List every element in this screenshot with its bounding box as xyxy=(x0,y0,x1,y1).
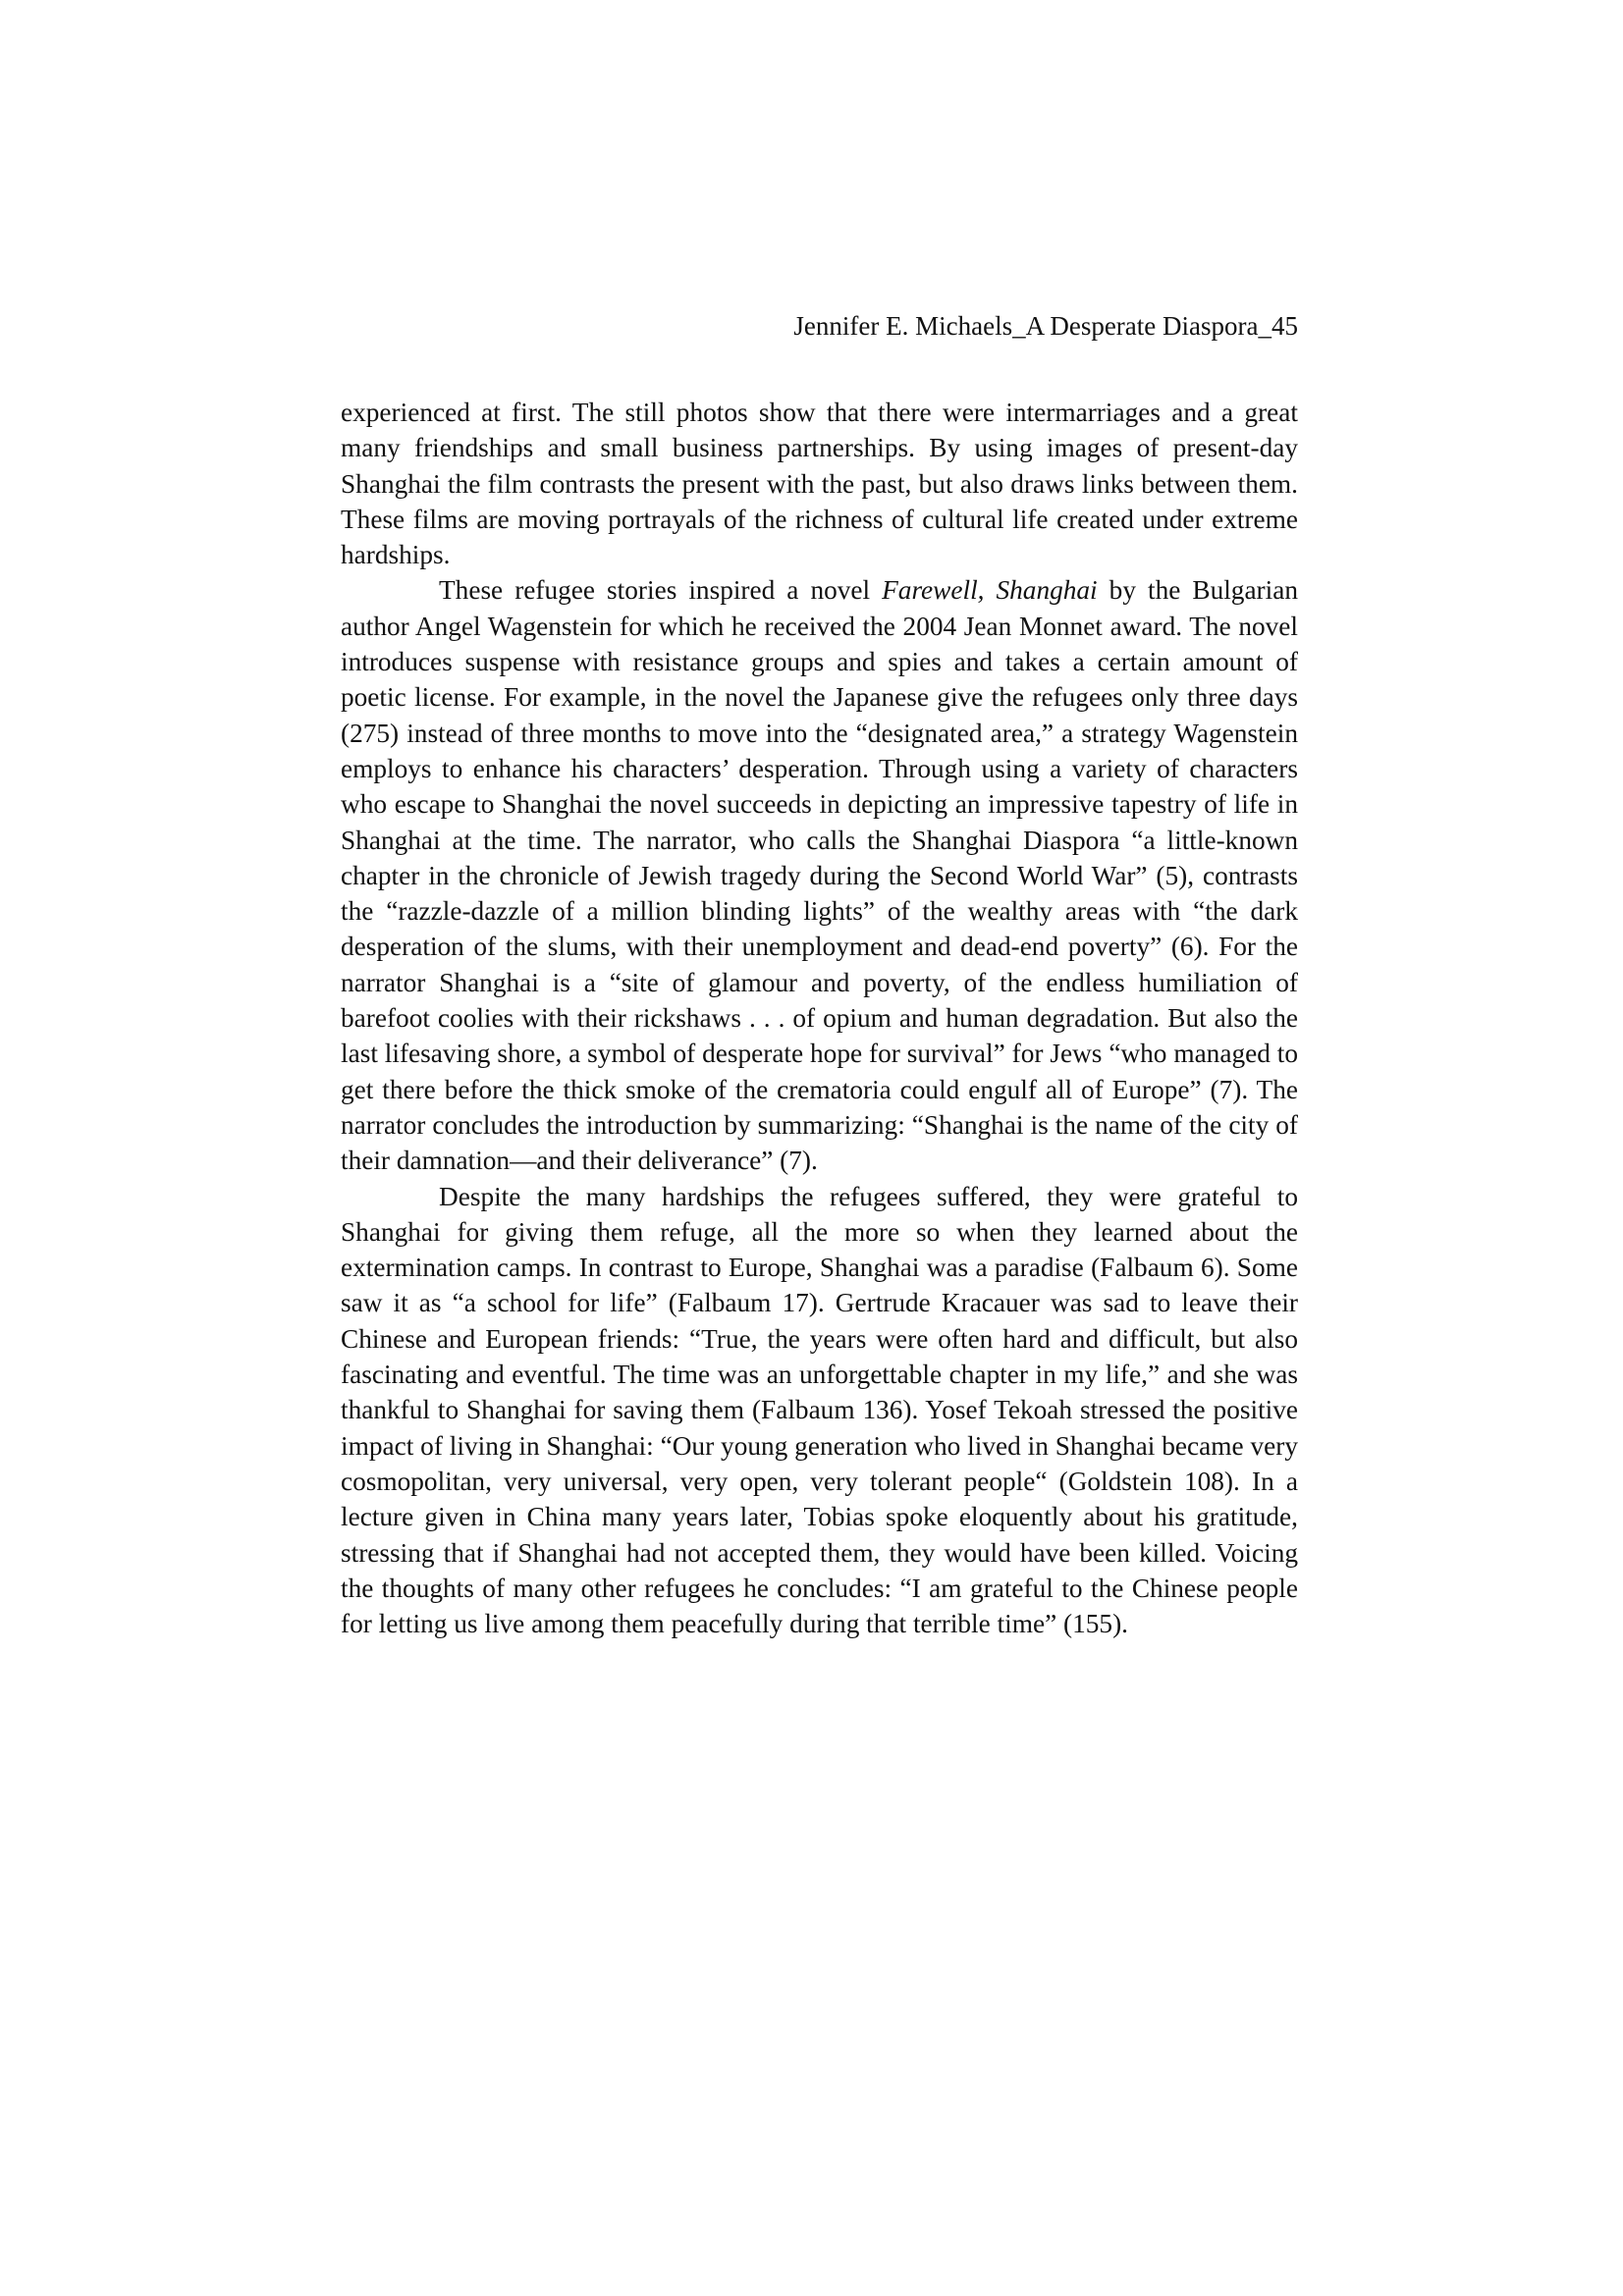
running-header: Jennifer E. Michaels_A Desperate Diaspora_45 xyxy=(793,311,1298,341)
novel-title: Farewell, Shanghai xyxy=(882,575,1098,606)
body-text xyxy=(341,395,1298,1641)
paragraph-2 xyxy=(341,572,1298,1178)
paragraph-2-lead: These refugee stories inspired a novel xyxy=(439,575,883,606)
paragraph-1: experienced at first. The still photos show that there were intermarriages and a great many friendships and small business partnerships. By using images of present-day Shanghai the film contrasts the present with the past, but also draws links between them. These films are moving portrayals of the richness of cultural life created under extreme hardships. xyxy=(341,398,1298,570)
paragraph-2-rest: by the Bulgarian author Angel Wagenstein for which he received the 2004 Jean Monnet award. The novel introduces suspense with resistance groups and spies and takes a certain amount of poetic license. For example, in the novel the Japanese give the refugees only three days (275) instead of three months to move into the “designated area,” a strategy Wagenstein employs to enhance his characters’ desperation. Through using a variety of characters who escape to Shanghai the novel succeeds in depicting an impressive tapestry of life in Shanghai at the time. The narrator, who calls the Shanghai Diaspora “a little-known chapter in the chronicle of Jewish tragedy during the Second World War” (5), contrasts the “razzle-dazzle of a million blinding lights” of the wealthy areas with “the dark desperation of the slums, with their unemployment and dead-end poverty” (6). For the narrator Shanghai is a “site of glamour and poverty, of the endless humiliation of barefoot coolies with their rickshaws . . . of opium and human degradation. But also the last lifesaving shore, a symbol of desperate hope for survival” for Jews “who managed to get there before the thick smoke of the crematoria could engulf all of Europe” (7). The narrator concludes the introduction by summarizing: “Shanghai is the name of the city of their damnation—and their deliverance” (7). xyxy=(341,575,1298,1176)
paragraph-3: Despite the many hardships the refugees suffered, they were grateful to Shanghai for giving them refuge, all the more so when they learned about the extermination camps. In contrast to Europe, Shanghai was a paradise (Falbaum 6). Some saw it as “a school for life” (Falbaum 17). Gertrude Kracauer was sad to leave their Chinese and European friends: “True, the years were often hard and difficult, but also fascinating and eventful. The time was an unforgettable chapter in my life,” and she was thankful to Shanghai for saving them (Falbaum 136). Yosef Tekoah stressed the positive impact of living in Shanghai: “Our young generation who lived in Shanghai became very cosmopolitan, very universal, very open, very tolerant people“ (Goldstein 108). In a lecture given in China many years later, Tobias spoke eloquently about his gratitude, stressing that if Shanghai had not accepted them, they would have been killed. Voicing the thoughts of many other refugees he concludes: “I am grateful to the Chinese people for letting us live among them peacefully during that terrible time” (155). xyxy=(341,1181,1298,1639)
